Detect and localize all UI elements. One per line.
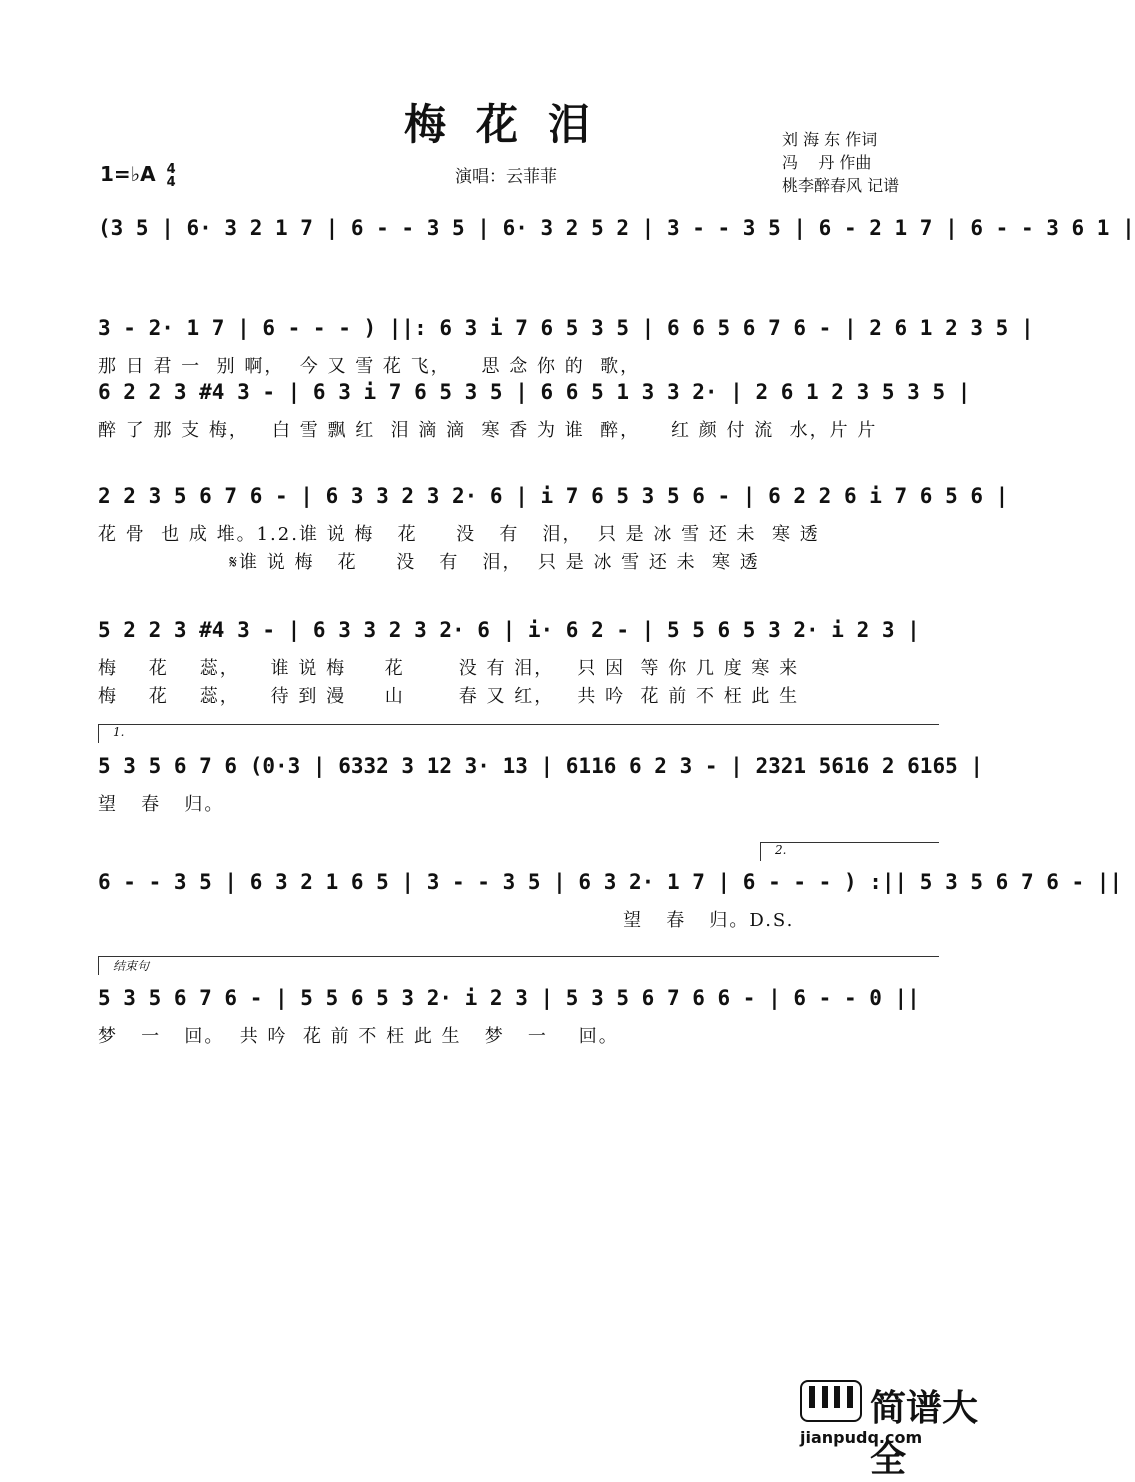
- lyric-line: 望 春 归。: [98, 794, 225, 815]
- site-url[interactable]: jianpudq.com: [800, 1428, 923, 1447]
- lyric-line: 醉 了 那 支 梅， 白 雪 飘 红 泪 滴 滴 寒 香 为 谁 醉， 红 颜 付 流 水，片 片: [98, 420, 878, 441]
- composer-credit: 冯 丹 作曲: [782, 153, 872, 172]
- lyric-line: 望 春 归。D.S.: [98, 910, 795, 931]
- lyric-line: 𝄋谁 说 梅 花 没 有 泪， 只 是 冰 雪 还 未 寒 透: [98, 552, 760, 573]
- brand-name: 简谱大全: [870, 1388, 979, 1480]
- volta-ending: 结束句: [98, 956, 939, 975]
- score-line-6: [98, 750, 984, 818]
- notes-text: 6 2 2 3 #4 3 - | 6 3 i 7 6 5 3 5 | 6 6 5 1 3 3 2· | 2 6 1 2 3 5 3 5 |: [98, 380, 971, 404]
- notes-line: [98, 212, 1135, 252]
- notes-line: [98, 750, 984, 790]
- score-line-1: [98, 212, 1135, 252]
- notes-text: (3 5 | 6· 3 2 1 7 | 6 - - 3 5 | 6· 3 2 5 2 | 3 - - 3 5 | 6 - 2 1 7 | 6 - - 3 6 1 |: [98, 216, 1135, 240]
- lyric-line: 梅 花 蕊， 谁 说 梅 花 没 有 泪， 只 因 等 你 几 度 寒 来: [98, 658, 800, 679]
- lyric-line: 梦 一 回。 共 吟 花 前 不 枉 此 生 梦 一 回。: [98, 1026, 619, 1047]
- notes-line: [98, 866, 1123, 906]
- transcriber-credit: 桃李醉春风 记谱: [782, 176, 900, 195]
- volta-first: 1.: [98, 724, 939, 743]
- score-line-2: [98, 312, 1034, 380]
- notes-line: [98, 614, 928, 654]
- notes-text: 2 2 3 5 6 7 6 - | 6 3 3 2 3 2· 6 | i 7 6 5 3 5 6 - | 6 2 2 6 i 7 6 5 6 |: [98, 484, 1009, 508]
- notes-line: [98, 982, 928, 1022]
- score-line-4: [98, 480, 1009, 576]
- notes-line: [98, 480, 1009, 520]
- score-line-3: [98, 376, 971, 444]
- key-signature: [100, 162, 176, 189]
- key-label: 1=♭A: [100, 162, 156, 186]
- lyricist-credit: 刘 海 东 作词: [782, 130, 878, 149]
- lyric-line: 梅 花 蕊， 待 到 漫 山 春 又 红， 共 吟 花 前 不 枉 此 生: [98, 686, 800, 707]
- notes-text: 3 - 2· 1 7 | 6 - - - ) ||: 6 3 i 7 6 5 3 5 | 6 6 5 6 7 6 - | 2 6 1 2 3 5 |: [98, 316, 1034, 340]
- score-line-8: [98, 982, 928, 1050]
- notes-text: 6 - - 3 5 | 6 3 2 1 6 5 | 3 - - 3 5 | 6 3 2· 1 7 | 6 - - - ) :|| 5 3 5 6 7 6 - ||: [98, 870, 1123, 894]
- notes-line: [98, 376, 971, 416]
- notes-text: 5 2 2 3 #4 3 - | 6 3 3 2 3 2· 6 | i· 6 2 - | 5 5 6 5 3 2· i 2 3 |: [98, 618, 920, 642]
- singer: 演唱：云菲菲: [455, 167, 557, 187]
- time-signature: [167, 163, 176, 189]
- credits: [782, 128, 899, 197]
- score-line-5: [98, 614, 928, 710]
- score-line-7: [98, 866, 1123, 934]
- notes-text: 5 3 5 6 7 6 (0·3 | 6332 3 12 3· 13 | 6116 6 2 3 - | 2321 5616 2 6165 |: [98, 754, 984, 778]
- lyric-line: 那 日 君 一 别 啊， 今 又 雪 花 飞， 思 念 你 的 歌，: [98, 356, 641, 377]
- lyric-line: 花 骨 也 成 堆。1.2.谁 说 梅 花 没 有 泪， 只 是 冰 雪 还 未 寒 透: [98, 524, 820, 545]
- notes-text: 5 3 5 6 7 6 - | 5 5 6 5 3 2· i 2 3 | 5 3 5 6 7 6 6 - | 6 - - 0 ||: [98, 986, 920, 1010]
- notes-line: [98, 312, 1034, 352]
- page-title: 梅花泪: [403, 100, 620, 149]
- time-bottom: 4: [166, 174, 176, 190]
- volta-second: 2.: [760, 842, 939, 861]
- time-top: 4: [166, 161, 176, 177]
- piano-keys-icon: [800, 1380, 862, 1422]
